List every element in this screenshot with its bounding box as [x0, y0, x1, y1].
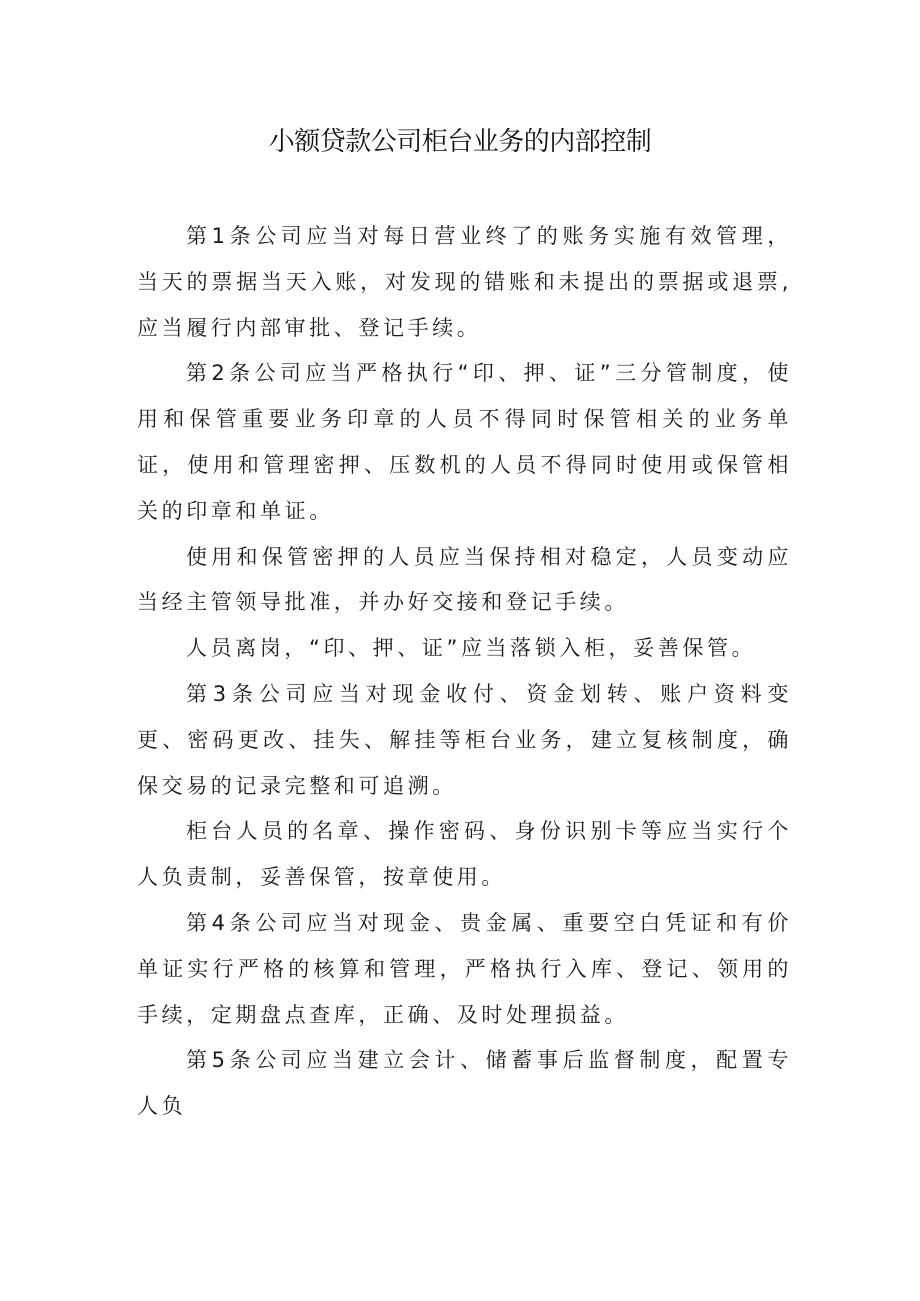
paragraph-teller-responsibility: 柜台人员的名章、操作密码、身份识别卡等应当实行个人负责制，妥善保管，按章使用。 [137, 819, 792, 890]
document-title: 小额贷款公司柜台业务的内部控制 [268, 127, 652, 157]
document-body [137, 214, 792, 1130]
paragraph-article-2: 第2条公司应当严格执行“印、押、证”三分管制度，使用和保管重要业务印章的人员不得同时保管相关的业务单证，使用和管理密押、压数机的人员不得同时使用或保管相关的印章和单证。 [137, 361, 792, 523]
paragraph-article-3: 第3条公司应当对现金收付、资金划转、账户资料变更、密码更改、挂失、解挂等柜台业务，建立复核制度，确保交易的记录完整和可追溯。 [137, 681, 792, 798]
paragraph-article-4: 第4条公司应当对现金、贵金属、重要空白凭证和有价单证实行严格的核算和管理，严格执行入库、登记、领用的手续，定期盘点查库，正确、及时处理损益。 [137, 910, 792, 1027]
paragraph-article-5: 第5条公司应当建立会计、储蓄事后监督制度，配置专人负 [137, 1048, 792, 1119]
paragraph-article-1: 第1条公司应当对每日营业终了的账务实施有效管理，当天的票据当天入账，对发现的错账和未提出的票据或退票,应当履行内部审批、登记手续。 [137, 224, 792, 340]
paragraph-seal-custody: 使用和保管密押的人员应当保持相对稳定，人员变动应当经主管领导批准，并办好交接和登记手续。 [137, 544, 792, 615]
paragraph-leave-post: 人员离岗，“印、押、证”应当落锁入柜，妥善保管。 [186, 636, 757, 661]
